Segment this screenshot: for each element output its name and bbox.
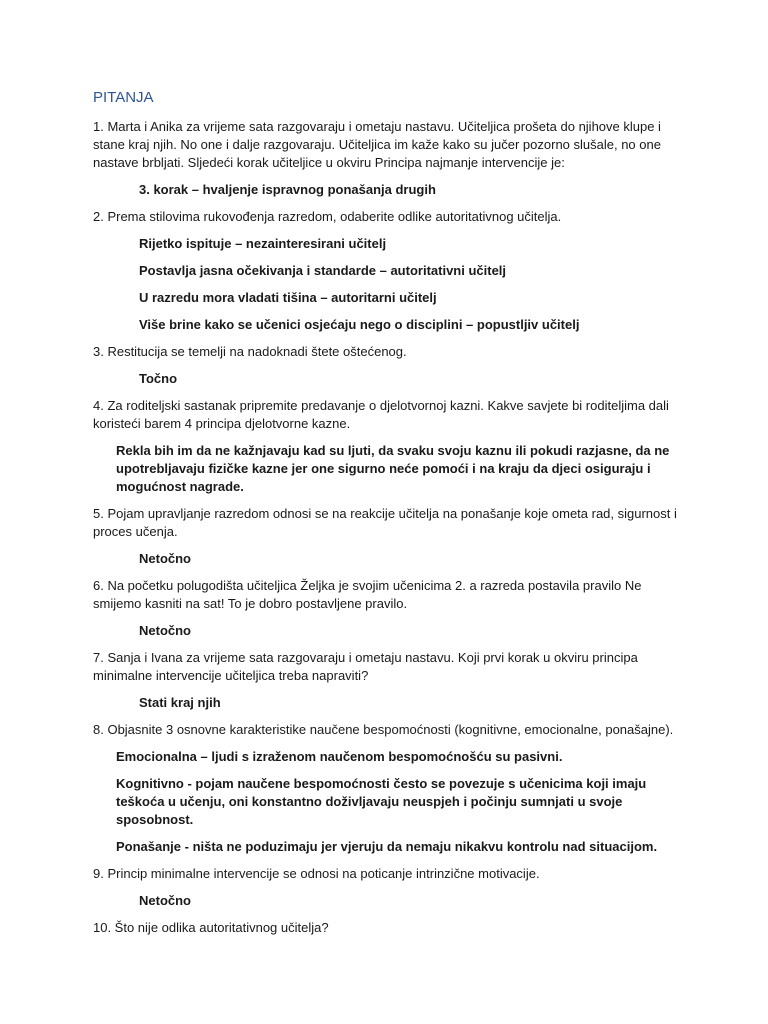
question-10: 10. Što nije odlika autoritativnog učitelja? [93,920,329,935]
question-3: 3. Restitucija se temelji na nadoknadi štete oštećenog. [93,344,407,359]
answer-2-option-1: Rijetko ispituje – nezainteresirani učitelj [139,236,387,251]
answer-2-option-3: U razredu mora vladati tišina – autoritarni učitelj [139,290,437,305]
answer-5: Netočno [139,551,191,566]
answer-2-option-2: Postavlja jasna očekivanja i standarde – autoritativni učitelj [139,263,507,278]
question-2: 2. Prema stilovima rukovođenja razredom, odaberite odlike autoritativnog učitelja. [93,209,562,224]
answer-8-cognitive: Kognitivno - pojam naučene bespomoćnosti često se povezuje s učenicima koji imaju teškoća u učenju, oni konstantno doživljavaju neuspjeh i počinju sumnjati u svoje sposobnost. [116,776,647,827]
question-4: 4. Za roditeljski sastanak pripremite predavanje o djelotvornoj kazni. Kakve savjete bi roditeljima dali koristeći barem 4 principa djelotvorne kazne. [93,398,669,431]
answer-8-behavioral: Ponašanje - ništa ne poduzimaju jer vjeruju da nemaju nikakvu kontrolu nad situacijom. [116,839,658,854]
answer-9: Netočno [139,893,191,908]
question-9: 9. Princip minimalne intervencije se odnosi na poticanje intrinzične motivacije. [93,866,540,881]
question-5: 5. Pojam upravljanje razredom odnosi se na reakcije učitelja na ponašanje koje ometa rad, sigurnost i proces učenja. [93,506,677,539]
answer-7: Stati kraj njih [139,695,221,710]
question-6: 6. Na početku polugodišta učiteljica Željka je svojim učenicima 2. a razreda postavila pravilo Ne smijemo kasniti na sat! To je dobro postavljene pravilo. [93,578,642,611]
answer-1: 3. korak – hvaljenje ispravnog ponašanja drugih [139,182,436,197]
answer-4: Rekla bih im da ne kažnjavaju kad su ljuti, da svaku svoju kaznu ili pokudi razjasne, da ne upotrebljavaju fizičke kazne jer one sigurno neće pomoći i na kraju da djeci osiguraju i mogućnost nagrade. [116,443,670,494]
answer-6: Netočno [139,623,191,638]
question-1: 1. Marta i Anika za vrijeme sata razgovaraju i ometaju nastavu. Učiteljica prošeta do njihove klupe i stane kraj njih. No one i dalje razgovaraju. Učiteljica im kaže kako su jučer pozorno slušale, no one nastave brbljati. Sljedeći korak učiteljice u okviru Principa najmanje intervencije je: [93,119,661,170]
question-8: 8. Objasnite 3 osnovne karakteristike naučene bespomoćnosti (kognitivne, emocionalne, ponašajne). [93,722,674,737]
page-heading: PITANJA [93,89,154,106]
question-7: 7. Sanja i Ivana za vrijeme sata razgovaraju i ometaju nastavu. Koji prvi korak u okviru principa minimalne intervencije učiteljica treba napraviti? [93,650,638,683]
answer-3: Točno [139,371,178,386]
answer-2-option-4: Više brine kako se učenici osjećaju nego o disciplini – popustljiv učitelj [139,317,580,332]
answer-8-emotional: Emocionalna – ljudi s izraženom naučenom bespomoćnošću su pasivni. [116,749,563,764]
